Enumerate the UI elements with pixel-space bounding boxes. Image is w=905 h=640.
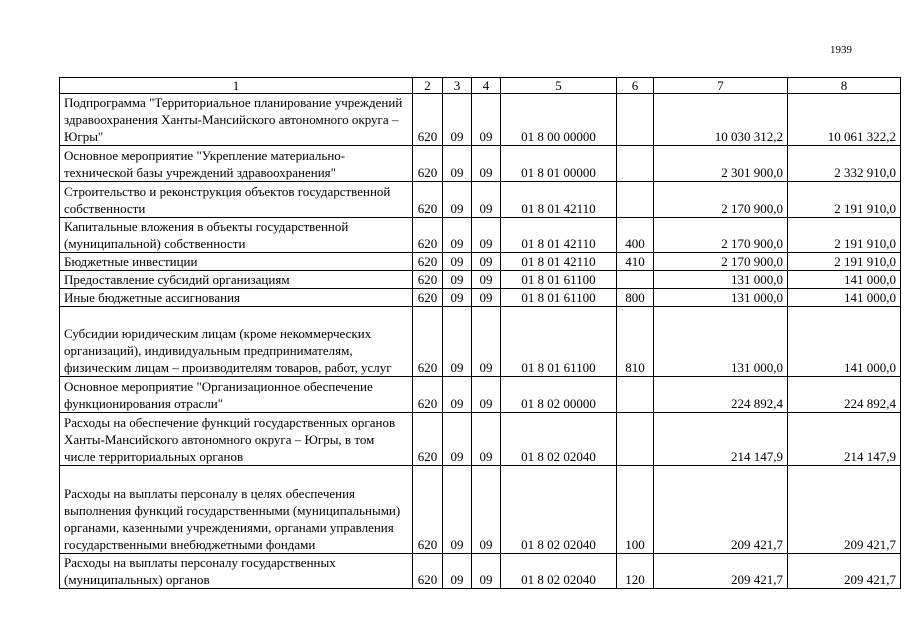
table-row xyxy=(60,413,901,466)
row-name: Капитальные вложения в объекты государственной (муниципальной) собственности xyxy=(60,218,413,253)
cell-section: 09 xyxy=(443,271,472,289)
row-name: Расходы на выплаты персоналу в целях обеспечения выполнения функций государственными (муниципальными) органами, казенными учреждениями, органами управления государственными внебюджетными фондами xyxy=(60,466,413,554)
cell-amount-col8: 2 332 910,0 xyxy=(788,146,901,182)
cell-subsection: 09 xyxy=(472,554,501,589)
cell-section: 09 xyxy=(443,377,472,413)
row-name: Основное мероприятие "Укрепление материально-технической базы учреждений здравоохранения" xyxy=(60,146,413,182)
cell-ministry: 620 xyxy=(413,289,443,307)
cell-section: 09 xyxy=(443,253,472,271)
cell-amount-col7: 224 892,4 xyxy=(654,377,788,413)
cell-amount-col8: 141 000,0 xyxy=(788,289,901,307)
cell-target-article: 01 8 01 61100 xyxy=(501,307,617,377)
cell-target-article: 01 8 01 42110 xyxy=(501,253,617,271)
cell-expense-type: 100 xyxy=(617,466,654,554)
row-name: Предоставление субсидий организациям xyxy=(60,271,413,289)
cell-target-article: 01 8 01 42110 xyxy=(501,218,617,253)
table-row xyxy=(60,253,901,271)
row-name: Строительство и реконструкция объектов государственной собственности xyxy=(60,182,413,218)
table-row xyxy=(60,289,901,307)
cell-subsection: 09 xyxy=(472,413,501,466)
cell-section: 09 xyxy=(443,307,472,377)
cell-expense-type xyxy=(617,377,654,413)
cell-expense-type: 810 xyxy=(617,307,654,377)
cell-target-article: 01 8 01 42110 xyxy=(501,182,617,218)
row-name: Расходы на обеспечение функций государственных органов Ханты-Мансийского автономного округа – Югры, в том числе территориальных органов xyxy=(60,413,413,466)
cell-section: 09 xyxy=(443,146,472,182)
table-row xyxy=(60,271,901,289)
row-name: Субсидии юридическим лицам (кроме некоммерческих организаций), индивидуальным предпринимателям, физическим лицам – производителям товаров, работ, услуг xyxy=(60,307,413,377)
cell-amount-col8: 224 892,4 xyxy=(788,377,901,413)
cell-amount-col8: 209 421,7 xyxy=(788,554,901,589)
cell-ministry: 620 xyxy=(413,413,443,466)
cell-ministry: 620 xyxy=(413,554,443,589)
cell-amount-col7: 131 000,0 xyxy=(654,289,788,307)
cell-subsection: 09 xyxy=(472,94,501,146)
cell-subsection: 09 xyxy=(472,377,501,413)
cell-subsection: 09 xyxy=(472,218,501,253)
column-header: 1 xyxy=(60,78,413,94)
table-header-row xyxy=(60,78,901,94)
cell-amount-col7: 2 170 900,0 xyxy=(654,253,788,271)
row-name: Расходы на выплаты персоналу государственных (муниципальных) органов xyxy=(60,554,413,589)
table-row xyxy=(60,146,901,182)
table-row xyxy=(60,466,901,554)
column-header: 4 xyxy=(472,78,501,94)
column-header: 7 xyxy=(654,78,788,94)
cell-amount-col7: 209 421,7 xyxy=(654,466,788,554)
cell-amount-col8: 10 061 322,2 xyxy=(788,94,901,146)
cell-expense-type: 120 xyxy=(617,554,654,589)
cell-expense-type xyxy=(617,94,654,146)
table-row xyxy=(60,218,901,253)
column-header: 2 xyxy=(413,78,443,94)
cell-subsection: 09 xyxy=(472,466,501,554)
cell-target-article: 01 8 01 00000 xyxy=(501,146,617,182)
cell-subsection: 09 xyxy=(472,271,501,289)
row-name: Бюджетные инвестиции xyxy=(60,253,413,271)
cell-amount-col7: 10 030 312,2 xyxy=(654,94,788,146)
cell-expense-type: 400 xyxy=(617,218,654,253)
cell-ministry: 620 xyxy=(413,94,443,146)
cell-amount-col7: 2 301 900,0 xyxy=(654,146,788,182)
cell-ministry: 620 xyxy=(413,253,443,271)
column-header: 3 xyxy=(443,78,472,94)
column-header: 5 xyxy=(501,78,617,94)
cell-ministry: 620 xyxy=(413,307,443,377)
cell-amount-col7: 2 170 900,0 xyxy=(654,218,788,253)
cell-ministry: 620 xyxy=(413,146,443,182)
cell-amount-col8: 214 147,9 xyxy=(788,413,901,466)
table-row xyxy=(60,94,901,146)
cell-target-article: 01 8 01 61100 xyxy=(501,271,617,289)
cell-section: 09 xyxy=(443,289,472,307)
cell-amount-col7: 209 421,7 xyxy=(654,554,788,589)
table-row xyxy=(60,307,901,377)
cell-target-article: 01 8 02 02040 xyxy=(501,466,617,554)
cell-amount-col7: 131 000,0 xyxy=(654,307,788,377)
table-row xyxy=(60,182,901,218)
cell-ministry: 620 xyxy=(413,377,443,413)
cell-ministry: 620 xyxy=(413,466,443,554)
cell-subsection: 09 xyxy=(472,253,501,271)
cell-ministry: 620 xyxy=(413,218,443,253)
page-number: 1939 xyxy=(830,44,852,56)
cell-subsection: 09 xyxy=(472,289,501,307)
table-row xyxy=(60,554,901,589)
row-name: Основное мероприятие "Организационное обеспечение функционирования отрасли" xyxy=(60,377,413,413)
cell-amount-col8: 141 000,0 xyxy=(788,271,901,289)
cell-amount-col8: 2 191 910,0 xyxy=(788,218,901,253)
table-row xyxy=(60,377,901,413)
cell-section: 09 xyxy=(443,413,472,466)
cell-subsection: 09 xyxy=(472,146,501,182)
cell-amount-col8: 2 191 910,0 xyxy=(788,182,901,218)
cell-section: 09 xyxy=(443,466,472,554)
column-header: 8 xyxy=(788,78,901,94)
cell-expense-type xyxy=(617,182,654,218)
cell-subsection: 09 xyxy=(472,182,501,218)
cell-amount-col7: 131 000,0 xyxy=(654,271,788,289)
cell-ministry: 620 xyxy=(413,271,443,289)
cell-section: 09 xyxy=(443,554,472,589)
cell-target-article: 01 8 00 00000 xyxy=(501,94,617,146)
cell-subsection: 09 xyxy=(472,307,501,377)
cell-target-article: 01 8 01 61100 xyxy=(501,289,617,307)
cell-expense-type: 800 xyxy=(617,289,654,307)
cell-target-article: 01 8 02 02040 xyxy=(501,554,617,589)
cell-target-article: 01 8 02 02040 xyxy=(501,413,617,466)
cell-expense-type xyxy=(617,146,654,182)
cell-expense-type xyxy=(617,271,654,289)
cell-section: 09 xyxy=(443,218,472,253)
cell-amount-col8: 2 191 910,0 xyxy=(788,253,901,271)
cell-target-article: 01 8 02 00000 xyxy=(501,377,617,413)
cell-expense-type: 410 xyxy=(617,253,654,271)
cell-amount-col7: 2 170 900,0 xyxy=(654,182,788,218)
cell-amount-col8: 209 421,7 xyxy=(788,466,901,554)
cell-section: 09 xyxy=(443,94,472,146)
cell-amount-col8: 141 000,0 xyxy=(788,307,901,377)
cell-expense-type xyxy=(617,413,654,466)
cell-section: 09 xyxy=(443,182,472,218)
column-header: 6 xyxy=(617,78,654,94)
cell-amount-col7: 214 147,9 xyxy=(654,413,788,466)
row-name: Подпрограмма "Территориальное планирование учреждений здравоохранения Ханты-Мансийского автономного округа – Югры" xyxy=(60,94,413,146)
budget-table xyxy=(59,77,901,589)
cell-ministry: 620 xyxy=(413,182,443,218)
row-name: Иные бюджетные ассигнования xyxy=(60,289,413,307)
